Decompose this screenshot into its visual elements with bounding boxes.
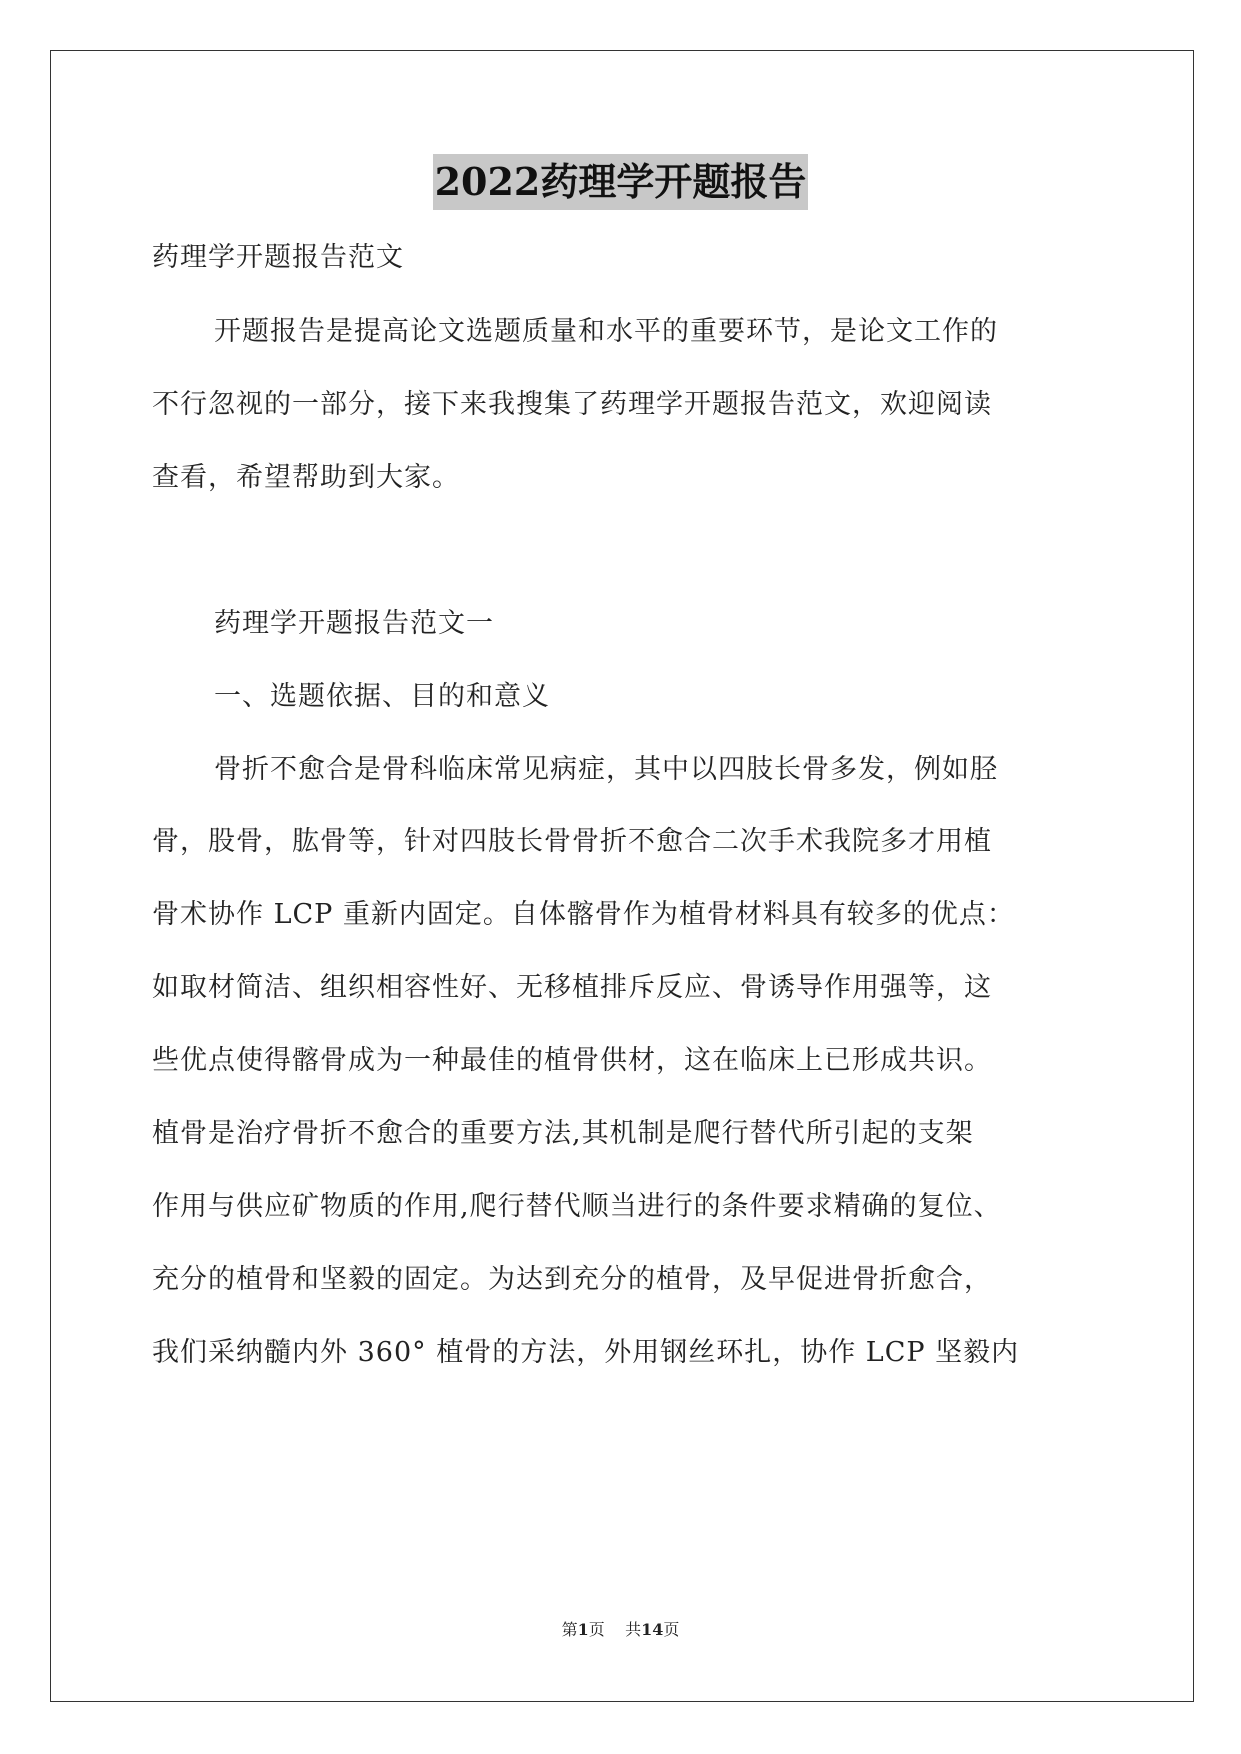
footer-page-number: 1 [577,1620,589,1639]
footer-total-suffix: 页 [663,1620,680,1639]
section-heading: 一、选题依据、目的和意义 [214,681,550,712]
paragraph-line: 骨，股骨，肱骨等，针对四肢长骨骨折不愈合二次手术我院多才用植 [152,826,992,857]
paragraph-line: 开题报告是提高论文选题质量和水平的重要环节，是论文工作的 [214,316,998,347]
paragraph-line: 作用与供应矿物质的作用,爬行替代顺当进行的条件要求精确的复位、 [152,1191,1002,1222]
page-footer [0,1617,1241,1640]
paragraph-line: 查看，希望帮助到大家。 [152,462,460,493]
paragraph-line: 我们采纳髓内外 360° 植骨的方法，外用钢丝环扎，协作 LCP 坚毅内 [152,1337,1020,1368]
document-title: 2022药理学开题报告 [433,154,809,210]
footer-total-pages: 14 [641,1620,664,1639]
paragraph-line: 些优点使得髂骨成为一种最佳的植骨供材，这在临床上已形成共识。 [152,1045,992,1076]
section-heading: 药理学开题报告范文一 [214,608,494,639]
footer-total-prefix: 共 [625,1620,642,1639]
paragraph-line: 不行忽视的一部分，接下来我搜集了药理学开题报告范文，欢迎阅读 [152,389,992,420]
paragraph-line: 骨折不愈合是骨科临床常见病症，其中以四肢长骨多发，例如胫 [214,754,998,785]
paragraph-line: 如取材简洁、组织相容性好、无移植排斥反应、骨诱导作用强等，这 [152,972,992,1003]
footer-page-suffix: 页 [588,1620,605,1639]
paragraph-line: 植骨是治疗骨折不愈合的重要方法,其机制是爬行替代所引起的支架 [152,1118,974,1149]
page-border [50,50,1194,1702]
title-container [0,154,1241,210]
paragraph-line: 骨术协作 LCP 重新内固定。自体髂骨作为植骨材料具有较多的优点： [152,899,1015,930]
footer-page-prefix: 第 [561,1620,578,1639]
paragraph-line: 充分的植骨和坚毅的固定。为达到充分的植骨，及早促进骨折愈合， [152,1264,992,1295]
paragraph-line: 药理学开题报告范文 [152,242,404,273]
